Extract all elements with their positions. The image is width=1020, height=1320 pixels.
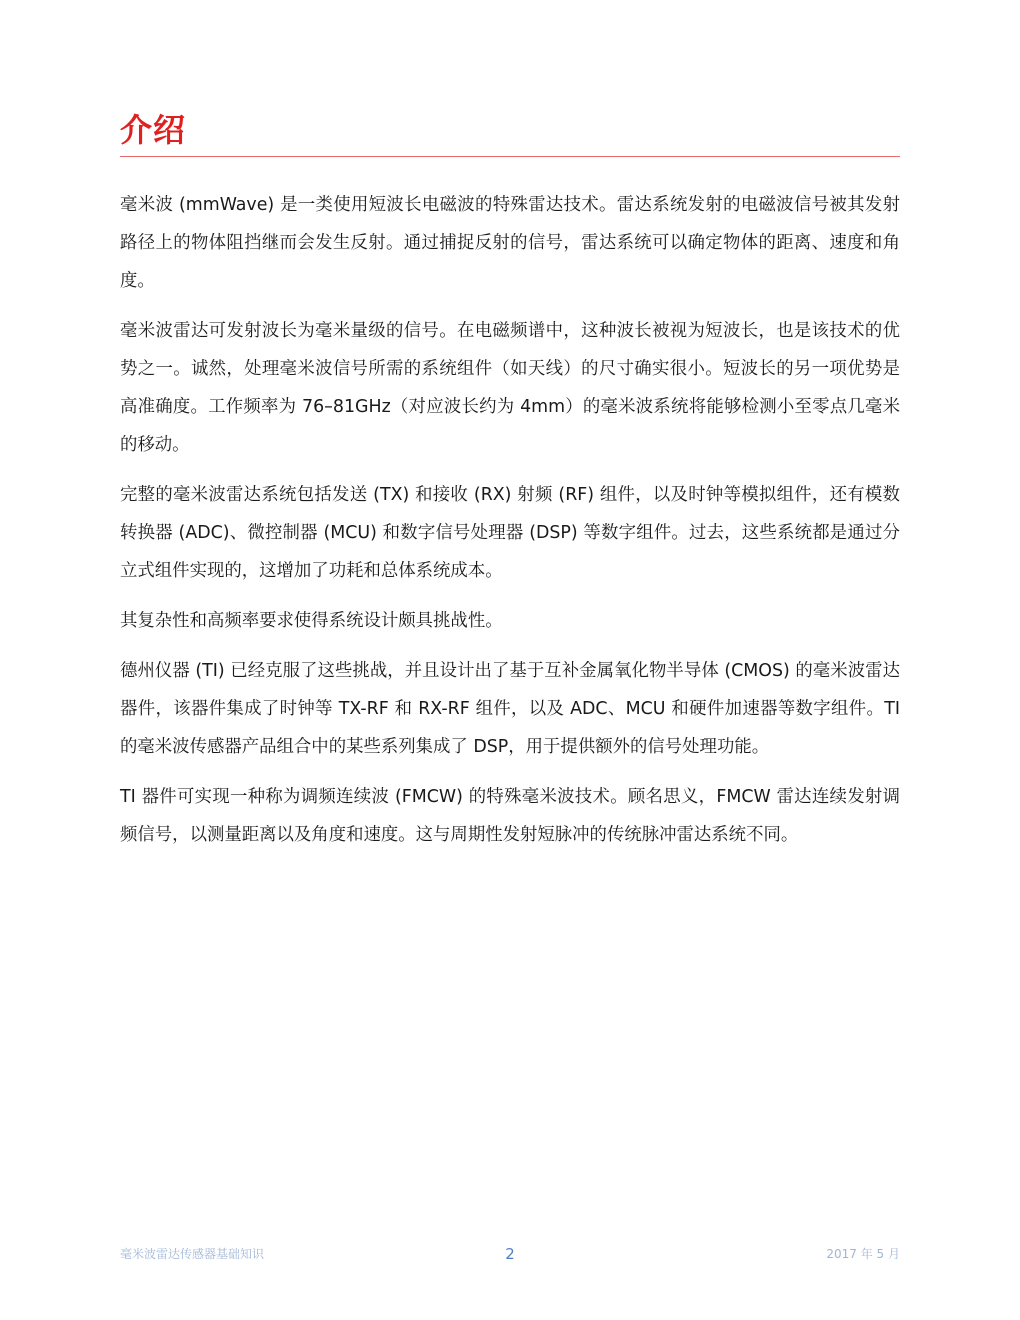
- paragraph-wavelength: 毫米波雷达可发射波长为毫米量级的信号。在电磁频谱中，这种波长被视为短波长，也是该技术的优势之一。诚然，处理毫米波信号所需的系统组件（如天线）的尺寸确实很小。短波长的另一项优势是高准确度。工作频率为 76–81GHz（对应波长约为 4mm）的毫米波系统将能够检测小至零点几毫米的移动。: [120, 321, 900, 455]
- paragraph-complexity: 其复杂性和高频率要求使得系统设计颇具挑战性。: [120, 611, 503, 631]
- paragraph-fmcw: TI 器件可实现一种称为调频连续波 (FMCW) 的特殊毫米波技术。顾名思义，FMCW 雷达连续发射调频信号，以测量距离以及角度和速度。这与周期性发射短脉冲的传统脉冲雷达系统不同。: [120, 787, 900, 845]
- heading-divider: [120, 156, 900, 157]
- paragraph-ti-devices: 德州仪器 (TI) 已经克服了这些挑战，并且设计出了基于互补金属氧化物半导体 (CMOS) 的毫米波雷达器件，该器件集成了时钟等 TX-RF 和 RX-RF 组件，以及 ADC、MCU 和硬件加速器等数字组件。TI 的毫米波传感器产品组合中的某些系列集成了 DSP，用于提供额外的信号处理功能。: [120, 661, 900, 757]
- body-text: [120, 186, 900, 866]
- footer-date: 2017 年 5 月: [826, 1247, 900, 1261]
- paragraph-intro: 毫米波 (mmWave) 是一类使用短波长电磁波的特殊雷达技术。雷达系统发射的电磁波信号被其发射路径上的物体阻挡继而会发生反射。通过捕捉反射的信号，雷达系统可以确定物体的距离、速度和角度。: [120, 195, 900, 291]
- paragraph-system-components: 完整的毫米波雷达系统包括发送 (TX) 和接收 (RX) 射频 (RF) 组件，以及时钟等模拟组件，还有模数转换器 (ADC)、微控制器 (MCU) 和数字信号处理器 (DSP) 等数字组件。过去，这些系统都是通过分立式组件实现的，这增加了功耗和总体系统成本。: [120, 485, 900, 581]
- footer-document-title: 毫米波雷达传感器基础知识: [120, 1247, 265, 1261]
- section-heading: 介绍: [120, 111, 187, 149]
- footer-page-number: 2: [505, 1245, 515, 1263]
- page-footer: [120, 1244, 900, 1264]
